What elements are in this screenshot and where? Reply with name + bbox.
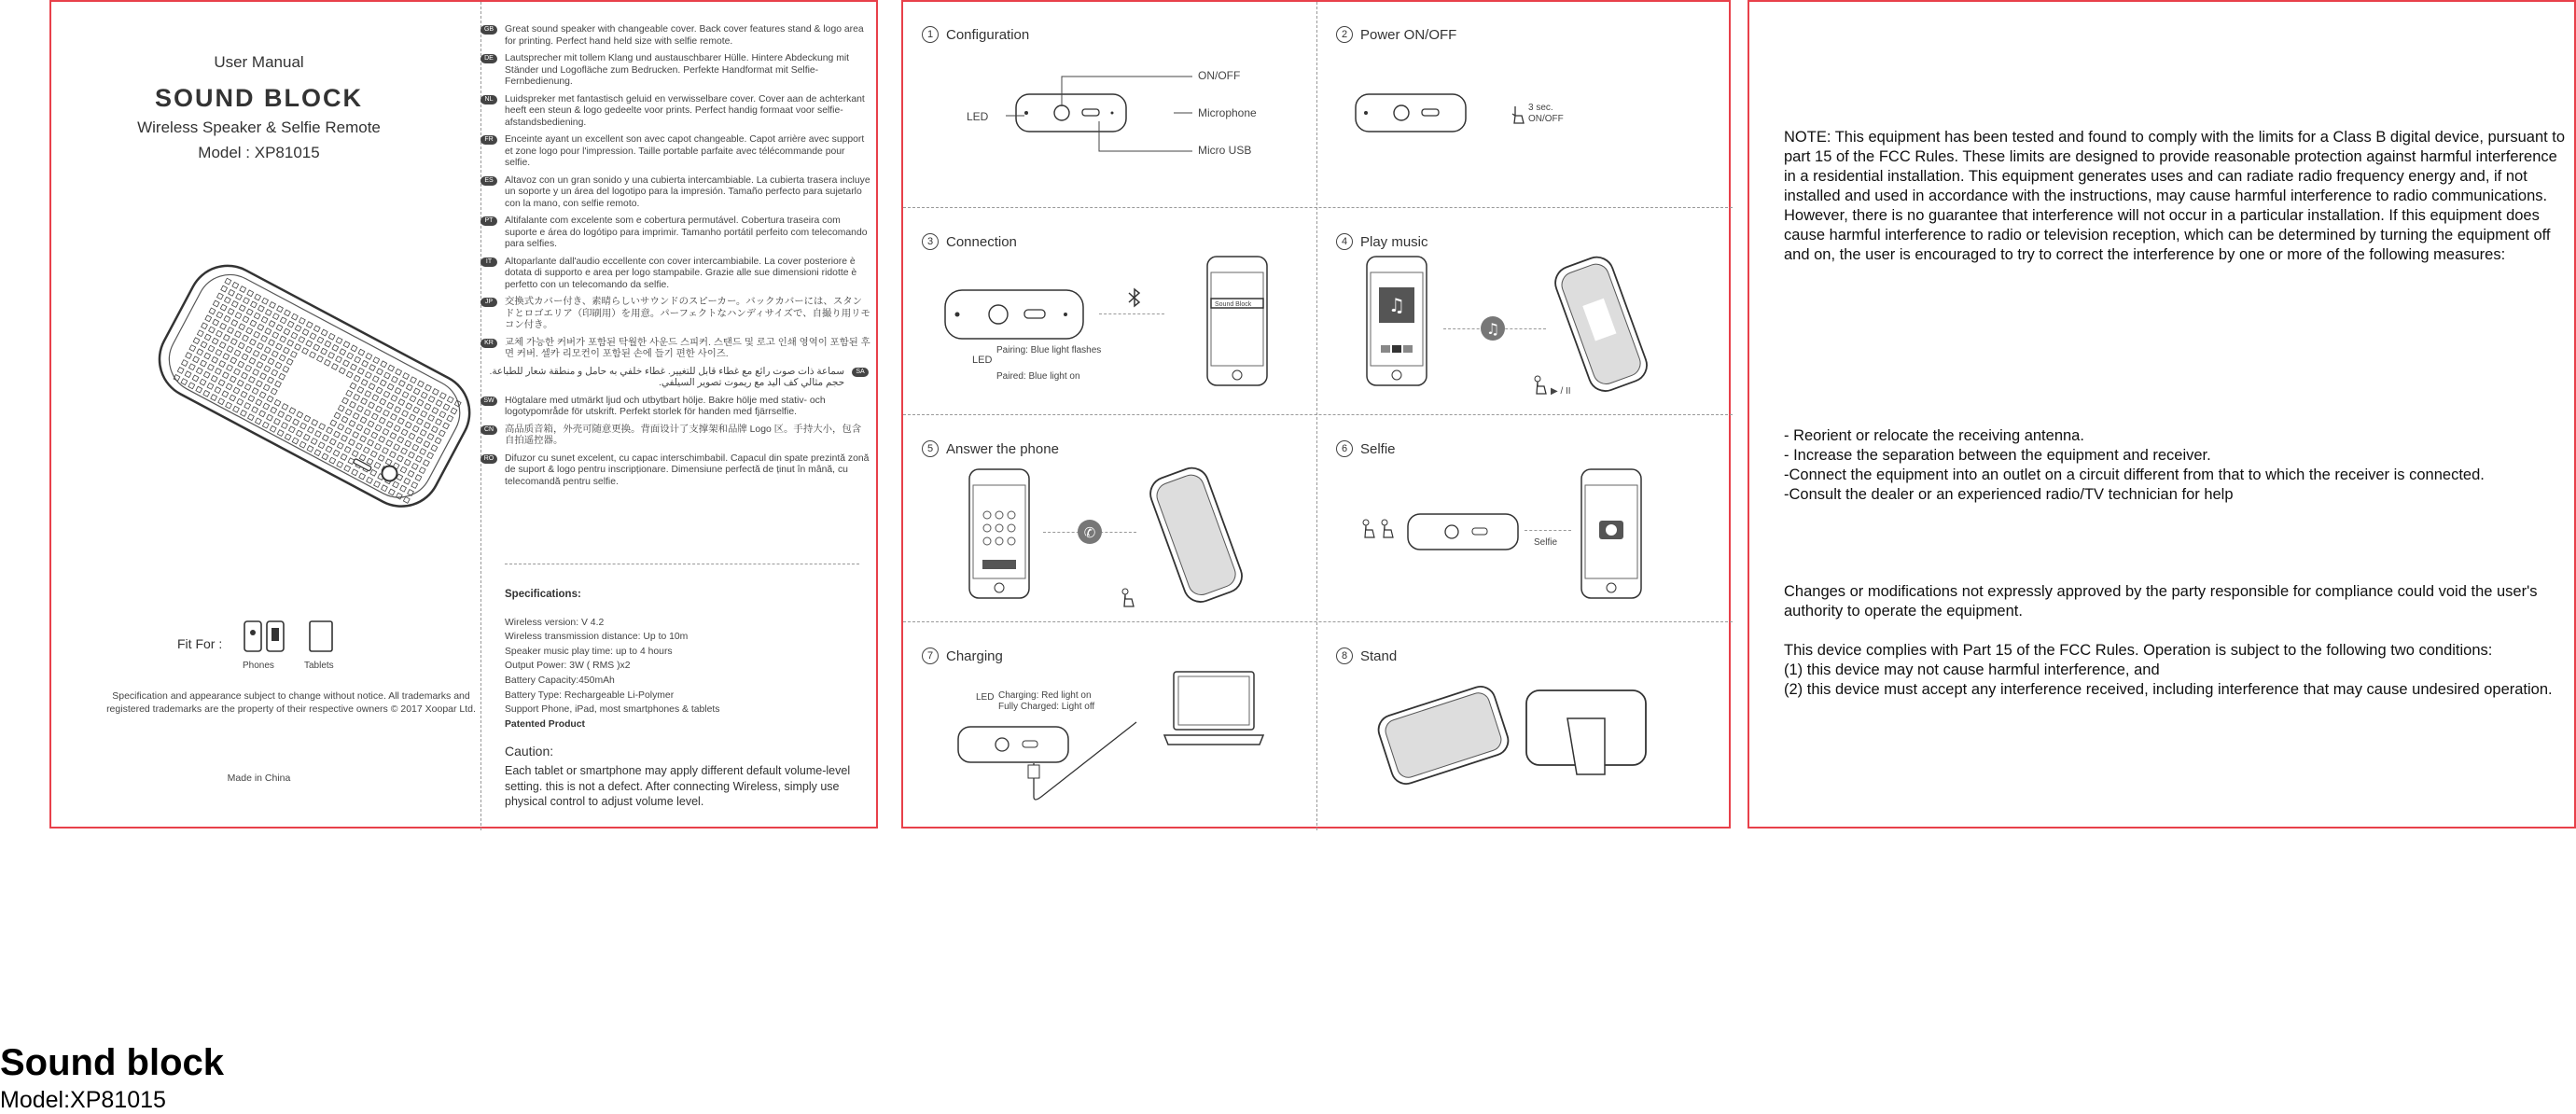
on-off-label: ON/OFF bbox=[1198, 69, 1241, 82]
fully-charged-text: Fully Charged: Light off bbox=[998, 702, 1095, 712]
play-pause-label: ▶ / II bbox=[1551, 386, 1571, 397]
laptop-illustration bbox=[1163, 670, 1265, 754]
step-title: 4 Play music bbox=[1336, 233, 1428, 250]
svg-text:✆: ✆ bbox=[1083, 524, 1096, 541]
on-off-label: ON/OFF bbox=[1528, 114, 1564, 124]
speaker-illustration bbox=[145, 226, 480, 534]
step-connection bbox=[903, 209, 1317, 416]
selfie-label: Selfie bbox=[1534, 537, 1558, 548]
press-hand-icon bbox=[1120, 588, 1136, 608]
spec-line: Speaker music play time: up to 4 hours bbox=[505, 646, 673, 657]
caution-text: Each tablet or smartphone may apply different default volume-level setting. this is not a defect. After connecting Wireless, simply use physical control to adjust volume level. bbox=[505, 764, 851, 808]
press-hand-icon bbox=[1510, 104, 1526, 125]
phone-illustration bbox=[1206, 256, 1268, 386]
speaker-top-view bbox=[944, 289, 1084, 340]
phone-call-icon bbox=[1077, 519, 1103, 545]
tablets-caption: Tablets bbox=[304, 661, 334, 671]
measure-item: - Increase the separation between the equipment and receiver. bbox=[1784, 447, 2211, 464]
usb-cable bbox=[996, 713, 1146, 806]
caution-section bbox=[505, 744, 878, 810]
language-item: CN 高品质音箱，外壳可随意更换。背面设计了支撑架和品牌 Logo 区。手持大小，包含自拍遥控器。 bbox=[479, 425, 870, 448]
fcc-measures bbox=[1784, 426, 2568, 505]
spec-line: Support Phone, iPad, most smartphones & tablets bbox=[505, 704, 720, 716]
phone-illustration bbox=[1366, 256, 1427, 386]
speaker-top-view bbox=[1407, 513, 1519, 550]
language-item: GB Great sound speaker with changeable cover. Back cover features stand & logo area for printing. Perfect hand held size with selfie remote. bbox=[479, 24, 870, 48]
paired-text: Paired: Blue light on bbox=[996, 371, 1080, 382]
step-title: 8 Stand bbox=[1336, 648, 1397, 664]
step-power bbox=[1317, 2, 1732, 209]
phone-illustration bbox=[1580, 468, 1642, 599]
language-item: JP 交換式カバー付き、素晴らしいサウンドのスピーカー。バックカバーには、スタンドとロゴエリア（印刷用）を用意。パーフェクトなハンディサイズで、自撮り用リモコン付き。 bbox=[479, 297, 870, 332]
language-item: RO Difuzor cu sunet excelent, cu capac interschimbabil. Capacul din spate prezintă zonă de suport & logo pentru inscripționare. Dimensiune perfectă de ținut în mână, cu telecomandă pentru selfie. bbox=[479, 453, 870, 489]
press-hand-icon bbox=[1360, 519, 1398, 541]
speaker-illustration bbox=[1373, 679, 1513, 791]
step-configuration bbox=[903, 2, 1317, 209]
step-charging bbox=[903, 623, 1317, 830]
language-item: PT Altifalante com excelente som e cobertura permutável. Cobertura traseira com suporte e área do logótipo para imprimir. Tamanho portátil perfeito com telecomando para selfies. bbox=[479, 216, 870, 251]
fcc-compliance bbox=[1784, 641, 2568, 700]
svg-text:♫: ♫ bbox=[1388, 294, 1405, 316]
user-manual-label: User Manual bbox=[214, 53, 304, 71]
charging-text: Charging: Red light on bbox=[998, 690, 1092, 701]
product-title: Sound block bbox=[0, 1042, 224, 1083]
pairing-text: Pairing: Blue light flashes bbox=[996, 345, 1102, 355]
tablet-icon bbox=[308, 620, 336, 653]
language-item: ES Altavoz con un gran sonido y una cubierta intercambiable. La cubierta trasera incluye un soporte y un área del logotipo para la impresión. Tamaño perfecto para sujetarlo con la mano, con selfie remoto. bbox=[479, 175, 870, 211]
specifications bbox=[505, 588, 878, 731]
step-answer-phone bbox=[903, 416, 1317, 623]
language-item: IT Altoparlante dall'audio eccellente con cover intercambiabile. La cover posteriore è dotata di supporto e area per logo stampabile. Grazie alle sue dimensioni ridotte è perfetto con un telecomando da selfie. bbox=[479, 257, 870, 292]
language-descriptions bbox=[479, 24, 870, 494]
connection-arrow bbox=[1525, 530, 1571, 531]
bluetooth-icon bbox=[1127, 287, 1142, 308]
press-hand-icon bbox=[1532, 375, 1549, 396]
brand-title: SOUND BLOCK bbox=[155, 84, 363, 112]
model-number: Model : XP81015 bbox=[198, 144, 320, 161]
spec-line: Wireless transmission distance: Up to 10m bbox=[505, 632, 689, 643]
language-item: SW Högtalare med utmärkt ljud och utbytbart hölje. Bakre hölje med stativ- och logotypområde för utskrift. Perfekt storlek för handen med fjärrselfie. bbox=[479, 396, 870, 419]
led-label: LED bbox=[976, 692, 995, 703]
language-item: NL Luidspreker met fantastisch geluid en verwisselbare cover. Cover aan de achterkant heeft een steun & logo gedeelte voor prints. Perfect handig formaat voor selfie-afstandsbediening. bbox=[479, 94, 870, 130]
speaker-illustration bbox=[1551, 254, 1653, 394]
disclaimer-text: Specification and appearance subject to change without notice. All trademarks and registered trademarks are the property of their respective owners © 2017 Xoopar Ltd. bbox=[106, 690, 476, 715]
caution-heading: Caution: bbox=[505, 744, 554, 759]
instructions-panel bbox=[901, 0, 1731, 829]
language-item: SA سماعة ذات صوت رائع مع غطاء قابل للتغيير. غطاء خلفي به حامل و منطقة شعار للطباعة. حجم مثالي كف اليد مع ريموت تصوير السيلفي. bbox=[479, 367, 870, 390]
step-title: 1 Configuration bbox=[922, 26, 1029, 43]
spec-line: Battery Capacity:450mAh bbox=[505, 675, 615, 686]
step-title: 5 Answer the phone bbox=[922, 440, 1059, 457]
made-in-label: Made in China bbox=[227, 773, 291, 784]
part15-text: This device complies with Part 15 of the FCC Rules. Operation is subject to the following two conditions: bbox=[1784, 642, 2493, 659]
fcc-note: NOTE: This equipment has been tested and found to comply with the limits for a Class B digital device, pursuant to part 15 of the FCC Rules. These limits are designed to provide reasonable protection against harmful interference in a residential installation. This equipment generates uses and can radiate radio frequency energy and, if not installed and used in accordance with the instructions, may cause harmful interference to radio communications. However, there is no guarantee that interference will not occur in a particular installation. If this equipment does cause harmful interference to radio or television reception, which can be determined by turning the equipment off and on, the user is encouraged to try to correct the interference by one or more of the following measures: bbox=[1784, 129, 2566, 263]
specs-heading: Specifications: bbox=[505, 589, 581, 600]
fit-for-label: Fit For : bbox=[177, 636, 223, 651]
micro-usb-label: Micro USB bbox=[1198, 144, 1252, 157]
patented-label: Patented Product bbox=[505, 718, 586, 730]
three-sec-label: 3 sec. bbox=[1528, 103, 1553, 113]
step-title: 6 Selfie bbox=[1336, 440, 1396, 457]
measure-item: - Reorient or relocate the receiving antenna. bbox=[1784, 427, 2084, 444]
stand-illustration bbox=[1521, 681, 1651, 784]
microphone-label: Microphone bbox=[1198, 106, 1257, 119]
fcc-changes: Changes or modifications not expressly approved by the party responsible for compliance could void the user's authority to operate the equipment. bbox=[1784, 583, 2538, 620]
measure-item: -Connect the equipment into an outlet on a circuit different from that to which the receiver is connected. bbox=[1784, 466, 2485, 483]
music-note-icon bbox=[1480, 315, 1506, 341]
product-subtitle: Wireless Speaker & Selfie Remote bbox=[137, 118, 381, 136]
language-item: DE Lautsprecher mit tollem Klang und austauschbarer Hülle. Hintere Abdeckung mit Ständer und Logofläche zum Bedrucken. Perfekte Handformat mit Selfie-Fernbedienung. bbox=[479, 53, 870, 89]
phones-caption: Phones bbox=[243, 661, 274, 671]
svg-text:♫: ♫ bbox=[1485, 320, 1500, 338]
phone-illustration bbox=[968, 468, 1030, 599]
spec-line: Wireless version: V 4.2 bbox=[505, 617, 605, 628]
condition-1: (1) this device may not cause harmful interference, and bbox=[1784, 661, 2160, 678]
step-stand bbox=[1317, 623, 1732, 830]
manual-front-panel bbox=[49, 0, 878, 829]
measure-item: -Consult the dealer or an experienced radio/TV technician for help bbox=[1784, 486, 2234, 503]
step-selfie bbox=[1317, 416, 1732, 623]
spec-line: Output Power: 3W ( RMS )x2 bbox=[505, 661, 631, 672]
step-play-music bbox=[1317, 209, 1732, 416]
spec-line: Battery Type: Rechargeable Li-Polymer bbox=[505, 689, 675, 701]
condition-2: (2) this device must accept any interference received, including interference that may cause undesired operation. bbox=[1784, 681, 2553, 698]
connection-arrow bbox=[1099, 313, 1164, 314]
speaker-illustration bbox=[1146, 465, 1248, 605]
step-title: 2 Power ON/OFF bbox=[1336, 26, 1456, 43]
phone-icon bbox=[243, 620, 289, 653]
led-label: LED bbox=[972, 355, 993, 366]
product-model: Model:XP81015 bbox=[0, 1087, 166, 1113]
language-item: KR 교체 가능한 커버가 포함된 탁월한 사운드 스피커. 스탠드 및 로고 인쇄 영역이 포함된 후면 커버. 셀카 리모컨이 포함된 손에 들기 편한 사이즈. bbox=[479, 338, 870, 361]
language-item: FR Enceinte ayant un excellent son avec capot changeable. Capot arrière avec support et zone logo pour l'impression. Taille portable parfaite avec télécommande pour selfie. bbox=[479, 134, 870, 170]
step-title: 3 Connection bbox=[922, 233, 1017, 250]
fcc-panel bbox=[1748, 0, 2576, 829]
speaker-top-view bbox=[1355, 93, 1467, 132]
step-title: 7 Charging bbox=[922, 648, 1003, 664]
led-label: LED bbox=[967, 110, 989, 123]
device-list-item: Sound Block bbox=[1215, 301, 1252, 308]
